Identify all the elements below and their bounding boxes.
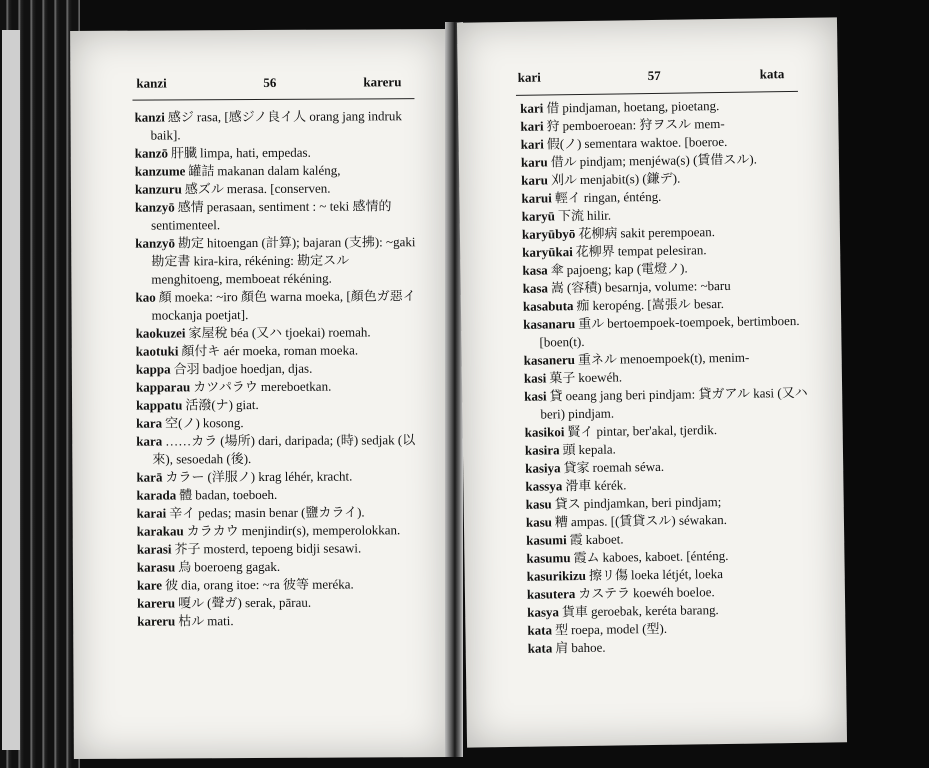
entry-kanji: 傘: [550, 262, 564, 278]
dictionary-entry: [136, 413, 418, 432]
dictionary-entry: [135, 179, 417, 198]
dictionary-entry: [135, 287, 417, 324]
entry-headword: karai: [136, 505, 167, 521]
entry-definition: kosong.: [202, 415, 244, 431]
entry-headword: kareru: [137, 595, 176, 611]
dictionary-entry: [135, 233, 417, 288]
entry-definition: dia, orang itoe: ~ra 彼等 meréka.: [181, 576, 354, 593]
entry-definition: loeka létjét, loeka: [630, 566, 724, 583]
entry-definition: bertoempoek-toempoek, bertimboen. [boen(t).: [539, 312, 800, 350]
entry-definition: menjindir(s), memperolokkan.: [241, 522, 401, 539]
right-header-first-word: kari: [517, 69, 541, 85]
dictionary-entry: [524, 384, 814, 424]
dictionary-entry: [135, 107, 417, 144]
entry-headword: kasabuta: [522, 298, 574, 314]
entry-kanji: 烏: [178, 559, 192, 575]
entry-kanji: 菓子: [549, 370, 576, 386]
entry-definition: koewéh boeloe.: [632, 584, 715, 601]
entry-kanji: カラカウ: [186, 523, 239, 539]
dictionary-entry: [528, 636, 818, 658]
entry-kanji: 借ル: [550, 154, 577, 170]
entry-kanji: カツパラウ: [193, 379, 258, 395]
entry-kanji: 輕イ: [554, 189, 581, 206]
dictionary-entry: [136, 323, 418, 342]
dictionary-entry: [136, 395, 418, 414]
dictionary-entry: [137, 503, 419, 522]
entry-kanji: 刈ル: [550, 172, 578, 188]
entry-definition: pemboeroean: 狩ヲスル mem-: [562, 115, 725, 134]
left-page: [70, 29, 449, 759]
entry-definition: aér moeka, roman moeka.: [223, 342, 359, 359]
entry-definition: (洋服ノ) krag léhér, kracht.: [207, 468, 353, 485]
dictionary-entry: [136, 485, 418, 504]
entry-definition: pindjaman, hoetang, pioetang.: [562, 98, 720, 116]
entry-headword: kata: [527, 622, 553, 638]
entry-headword: kasu: [525, 514, 553, 530]
entry-definition: kérék.: [594, 477, 627, 493]
left-entries-list: [135, 107, 420, 630]
entry-headword: karyūbyō: [521, 226, 576, 242]
entry-kanji: 擦リ傷: [588, 567, 629, 583]
entry-kanji: 痂: [576, 297, 590, 314]
entry-kanji: 活潑(ナ): [185, 397, 234, 413]
entry-definition: (聲ガ) serak, pārau.: [207, 594, 312, 611]
entry-headword: kasumi: [526, 532, 567, 548]
entry-kanji: 賢イ: [567, 423, 594, 440]
entry-definition: kepala.: [578, 441, 616, 458]
entry-headword: karakau: [136, 523, 184, 539]
entry-headword: kaokuzei: [135, 325, 186, 341]
entry-headword: kare: [136, 577, 163, 593]
entry-kanji: 滑車: [565, 477, 592, 494]
entry-kanji: 芥子: [174, 541, 201, 557]
dictionary-entry: [135, 161, 417, 180]
right-header-rule: [516, 91, 798, 96]
entry-definition: (場所) dari, daripada; (時) sedjak (以來), sesoedah (後).: [152, 432, 416, 467]
entry-kanji: 貸ス: [554, 496, 581, 512]
dictionary-entry: [136, 431, 418, 468]
entry-definition: keropéng. [嵩張ル besar.: [592, 295, 725, 313]
entry-kanji: 顏付キ: [181, 343, 221, 359]
entry-definition: bahoe.: [571, 639, 606, 656]
dictionary-entry: [137, 575, 419, 594]
entry-definition: (容積) besarnja, volume: ~baru: [566, 277, 731, 296]
entry-definition: kaboes, kaboet. [énténg.: [602, 547, 729, 565]
dictionary-entry: [136, 359, 418, 378]
entry-headword: kasanaru: [523, 316, 576, 332]
entry-definition: mati.: [207, 613, 234, 629]
dictionary-entry: [137, 539, 419, 558]
entry-kanji: 花柳病: [578, 225, 618, 242]
entry-headword: kapparau: [135, 379, 191, 395]
entry-headword: kanzume: [134, 163, 186, 179]
entry-definition: tempat pelesiran.: [617, 242, 707, 259]
entry-kanji: 家屋稅: [188, 325, 228, 341]
dictionary-entry: [523, 312, 813, 352]
dictionary-entry: [137, 557, 419, 576]
entry-definition: menjabit(s) (鎌デ).: [579, 170, 681, 187]
entry-definition: kaboet.: [585, 531, 624, 547]
entry-definition: béa (又ハ tjoekai) roemah.: [230, 324, 371, 341]
entry-headword: kanzō: [134, 145, 169, 161]
entry-kanji: 狩: [546, 118, 560, 134]
entry-headword: kasumu: [526, 550, 571, 566]
entry-headword: kanzuru: [134, 181, 182, 197]
entry-definition: pedas; masin benar (鹽カライ).: [198, 504, 365, 521]
entry-kanji: 頭: [562, 442, 576, 458]
entry-definition: limpa, hati, empedas.: [199, 144, 311, 161]
entry-kanji: 霞: [569, 531, 583, 548]
book-left-edge-highlight: [2, 30, 20, 750]
entry-definition: hitoengan (計算); bajaran (支拂): ~gaki 勘定書 kira-kira, rékéning: 勘定スル menghitoeng, memboeat rékéning.: [151, 234, 416, 287]
dictionary-entry: [135, 197, 417, 234]
entry-kanji: 重ル: [578, 315, 605, 332]
entry-definition: makanan dalam kaléng,: [217, 162, 341, 179]
entry-headword: karyū: [521, 208, 556, 224]
right-page-header: [458, 65, 838, 92]
entry-definition: rasa, [感ジノ良イ人 orang jang indruk baik].: [150, 108, 402, 143]
dictionary-entry: [136, 377, 418, 396]
entry-kanji: 重ネル: [577, 351, 618, 368]
entry-headword: kasu: [525, 496, 552, 512]
entry-definition: menoempoek(t), menim-: [619, 349, 750, 367]
entry-headword: kanzyō: [135, 235, 175, 251]
entry-kanji: ……カラ: [165, 433, 218, 449]
entry-headword: kanzyō: [134, 199, 175, 215]
entry-headword: kasya: [527, 604, 560, 620]
entry-kanji: 罐詰: [188, 163, 215, 179]
right-page-number: 57: [647, 67, 661, 84]
entry-definition: merasa. [conserven.: [226, 180, 331, 197]
entry-kanji: 感ジ: [167, 109, 194, 125]
entry-kanji: カステラ: [578, 585, 631, 602]
entry-kanji: 貸家: [563, 459, 590, 476]
entry-definition: mosterd, tepoeng bidji sesawi.: [203, 540, 362, 557]
left-header-last-word: kareru: [363, 74, 402, 90]
dictionary-entry: [135, 143, 417, 162]
entry-headword: kasi: [524, 388, 547, 404]
entry-headword: karui: [521, 190, 552, 206]
entry-headword: kari: [520, 118, 544, 134]
entry-headword: kappa: [135, 361, 171, 377]
entry-definition: ampas. [(賃貸スル) séwakan.: [570, 511, 728, 530]
entry-headword: kari: [520, 136, 544, 152]
entry-kanji: 型: [554, 622, 569, 638]
entry-kanji: 嵩: [550, 280, 565, 296]
right-entries-list: [520, 96, 818, 658]
entry-kanji: カラー: [165, 469, 205, 485]
entry-kanji: 顏: [158, 289, 172, 305]
entry-definition: koewéh.: [578, 369, 623, 386]
entry-definition: pindjamkan, beri pindjam;: [583, 494, 722, 511]
entry-definition: ringan, énténg.: [583, 188, 662, 205]
entry-headword: kasi: [523, 370, 547, 386]
entry-definition: oeang jang beri pindjam: 貸ガアル kasi (又ハ beri) pindjam.: [540, 384, 808, 422]
entry-headword: kasutera: [526, 586, 576, 602]
entry-kanji: 下流: [557, 207, 585, 224]
dictionary-entry: [136, 467, 418, 486]
entry-headword: kari: [520, 100, 544, 116]
dictionary-entry: [137, 611, 419, 630]
entry-definition: boeroeng gagak.: [194, 558, 281, 575]
entry-headword: kassya: [525, 478, 563, 494]
entry-definition: roemah séwa.: [592, 458, 665, 475]
entry-definition: badan, toeboeh.: [195, 486, 278, 503]
entry-headword: karyūkai: [522, 244, 573, 260]
dictionary-entry: [136, 341, 418, 360]
right-header-last-word: kata: [759, 66, 785, 82]
entry-headword: kara: [136, 415, 163, 431]
entry-kanji: 彼: [165, 577, 179, 593]
entry-headword: karada: [136, 487, 177, 503]
entry-kanji: 嗄ル: [178, 595, 205, 611]
entry-kanji: 肩: [555, 640, 569, 656]
entry-kanji: 糟: [554, 514, 569, 530]
entry-headword: karu: [521, 172, 549, 188]
entry-kanji: 枯ル: [178, 613, 205, 629]
entry-headword: kareru: [137, 613, 176, 629]
entry-kanji: 感情: [177, 199, 204, 215]
entry-definition: geroebak, keréta barang.: [590, 602, 719, 619]
entry-headword: kasa: [522, 280, 549, 296]
entry-headword: kasiya: [525, 460, 561, 476]
entry-headword: kara: [136, 433, 163, 449]
entry-kanji: 借: [546, 100, 560, 116]
entry-headword: kasurikizu: [526, 567, 587, 584]
entry-kanji: 感ズル: [184, 181, 224, 197]
entry-headword: kappatu: [136, 397, 183, 413]
entry-definition: moeka: ~iro 顏色 warna moeka, [顏色ガ惡イ mockanja poetjat].: [151, 288, 416, 323]
entry-kanji: 貸: [549, 388, 563, 404]
entry-headword: kao: [135, 289, 156, 305]
entry-kanji: 勘定: [177, 235, 204, 251]
left-page-header: [70, 74, 445, 98]
right-page: [457, 17, 847, 747]
entry-definition: pintar, ber'akal, tjerdik.: [596, 422, 718, 439]
entry-headword: kata: [527, 640, 553, 656]
entry-kanji: 空(ノ): [165, 415, 200, 431]
entry-headword: karasi: [136, 541, 172, 557]
entry-definition: perasaan, sentiment : ~ teki 感情的 sentimenteel.: [151, 198, 392, 233]
entry-definition: pajoeng; kap (電燈ノ).: [566, 260, 688, 278]
entry-definition: hilir.: [586, 207, 612, 223]
left-header-rule: [132, 98, 414, 100]
entry-headword: karasu: [136, 559, 176, 575]
left-header-first-word: kanzi: [136, 75, 167, 91]
entry-definition: sakit perempoean.: [620, 224, 716, 241]
entry-kanji: 貨車: [561, 603, 589, 620]
entry-headword: kasa: [522, 262, 548, 278]
entry-headword: kasikoi: [524, 424, 565, 440]
entry-kanji: 花柳界: [575, 243, 615, 260]
entry-definition: mereboetkan.: [260, 378, 332, 394]
entry-definition: giat.: [235, 397, 259, 413]
entry-headword: karā: [136, 469, 163, 485]
entry-kanji: 肝臓: [170, 145, 198, 161]
entry-headword: kanzi: [134, 109, 165, 125]
entry-headword: kasira: [524, 442, 560, 458]
entry-kanji: 假(ノ): [546, 135, 582, 152]
dictionary-entry: [137, 593, 419, 612]
entry-headword: kasaneru: [523, 352, 576, 368]
entry-definition: sementara waktoe. [boeroe.: [584, 133, 728, 151]
entry-kanji: 辛イ: [169, 505, 196, 521]
entry-definition: roepa, model (型).: [570, 620, 668, 638]
entry-kanji: 合羽: [173, 361, 200, 377]
book-right-edge: [840, 0, 929, 768]
entry-headword: karu: [520, 154, 548, 170]
dictionary-entry: [137, 521, 419, 540]
left-page-number: 56: [263, 74, 277, 90]
entry-headword: kaotuki: [135, 343, 179, 359]
entry-kanji: 體: [179, 487, 193, 503]
entry-definition: pindjam; menjéwa(s) (賃借スル).: [579, 151, 758, 169]
entry-kanji: 霞ム: [573, 549, 600, 566]
entry-definition: badjoe hoedjan, djas.: [202, 360, 313, 377]
